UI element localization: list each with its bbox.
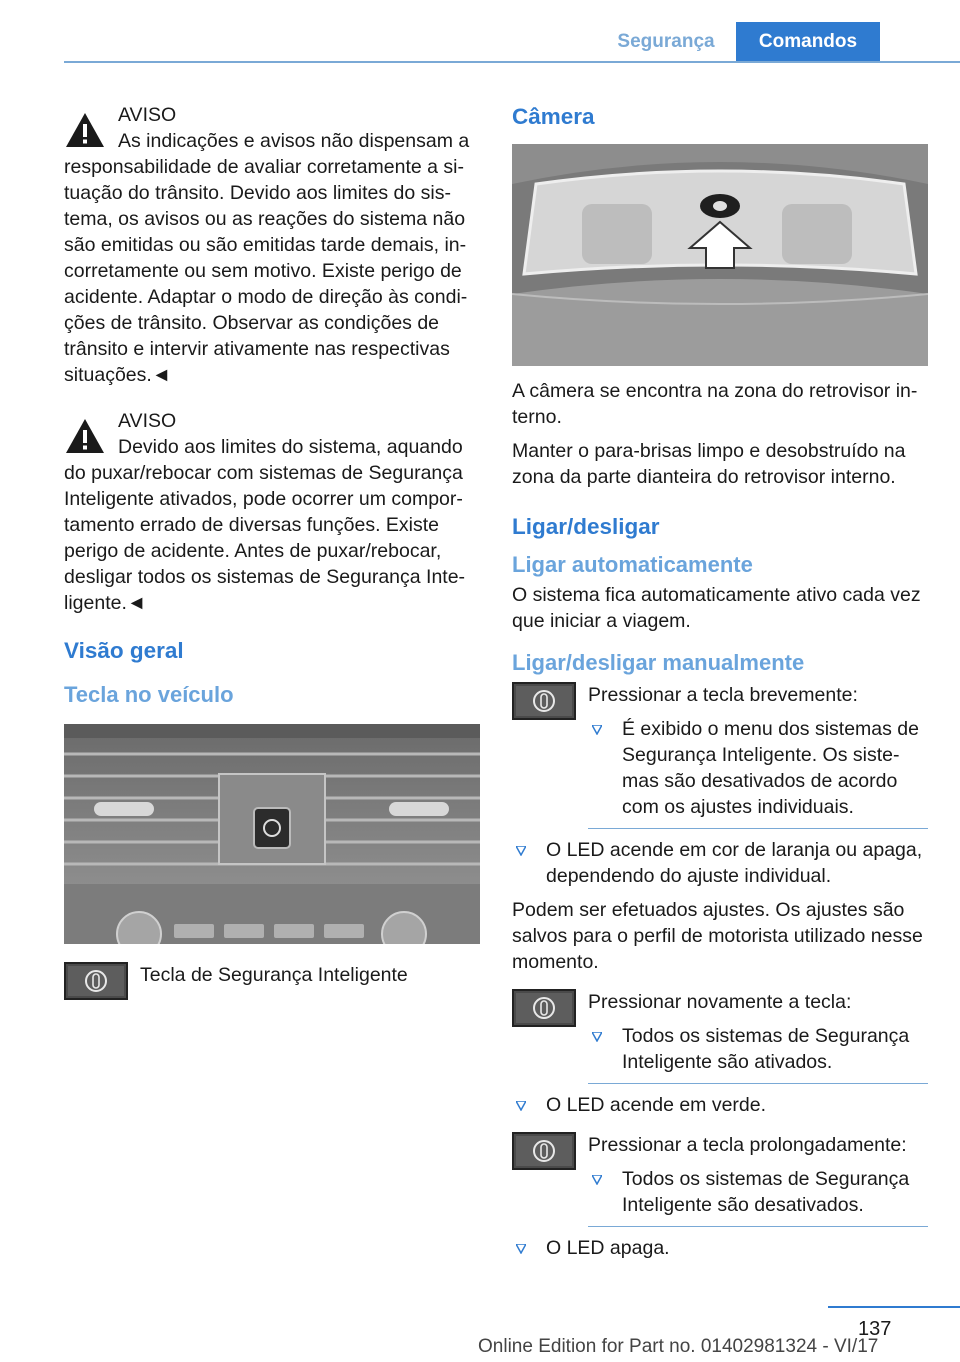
warning-block-1: [64, 102, 480, 388]
list-divider: [588, 1226, 928, 1227]
bullet-triangle-icon: [592, 1175, 602, 1185]
warning-text: As indicações e avisos não dispensam a responsabilidade de avaliar corretamente a si-tuação do trânsito. Devido aos limites do sis-tema, os avisos ou as reações do sistema não são emitidas ou são emitidas tarde demais, in-corretamente ou sem motivo. Existe perigo de acidente. Adaptar o modo de direção às condi-ções de trânsito. Observar as condições de trânsito e intervir ativamente nas respectivas situações.◄: [64, 130, 470, 386]
heading-auto-on: Ligar automaticamente: [512, 552, 753, 577]
heading-manual-on-off: Ligar/desligar manualmente: [512, 650, 805, 675]
list-divider: [588, 828, 928, 829]
warning-triangle-icon: [64, 110, 106, 150]
warning-triangle-icon: [64, 416, 106, 456]
manual-step-long-press: [512, 1132, 928, 1261]
list-item-text: O LED acende em verde.: [546, 1094, 767, 1116]
list-item: [512, 1235, 928, 1261]
list-item-text: Todos os sistemas de Segurança Inteligente são ativados.: [622, 1025, 910, 1073]
step-lead-text: Pressionar a tecla prolongadamente:: [588, 1134, 907, 1156]
caption-row: [64, 962, 480, 1002]
header-divider: [64, 61, 960, 63]
list-item: [588, 1166, 928, 1218]
page-header: [0, 0, 960, 62]
safety-button-icon: [512, 1132, 576, 1170]
list-divider: [588, 1083, 928, 1084]
list-item: [512, 837, 928, 889]
safety-button-icon: [512, 989, 576, 1027]
footer-divider: [828, 1306, 960, 1308]
left-column: [64, 102, 480, 1002]
list-item-text: Todos os sistemas de Segurança Inteligente são desativados.: [622, 1168, 910, 1216]
section-tab[interactable]: Segurança: [617, 31, 715, 52]
warning-text: Devido aos limites do sistema, aquando do puxar/rebocar com sistemas de Segurança Inteligente ativados, pode ocorrer um compor-tamento errado de diversas funções. Existe perigo de acidente. Antes de puxar/rebocar, desligar todos os sistemas de Segurança Inte-ligente.◄: [64, 436, 466, 614]
list-item: [588, 1023, 928, 1075]
camera-clean-text: Manter o para-brisas limpo e desobstruído na zona da parte dianteira do retrovisor interno.: [512, 440, 906, 488]
manual-step-press-again: [512, 989, 928, 1118]
page-number: 137: [858, 1318, 892, 1340]
list-item: [512, 1092, 928, 1118]
camera-windshield-photo: [512, 144, 928, 366]
step-lead-text: Pressionar novamente a tecla:: [588, 991, 852, 1013]
step-sub-list: [512, 1166, 928, 1227]
dashboard-button-photo: [64, 724, 480, 944]
manual-step-short-press: [512, 682, 928, 889]
settings-text: Podem ser efetuados ajustes. Os ajustes são salvos para o perfil de motorista utilizado nesse momento.: [512, 899, 923, 973]
list-item-text: O LED acende em cor de laranja ou apaga, dependendo do ajuste individual.: [546, 839, 923, 887]
warning-title: AVISO: [118, 104, 177, 126]
chapter-tab[interactable]: Comandos: [736, 22, 880, 62]
safety-button-icon: [512, 682, 576, 720]
step-lead-text: Pressionar a tecla brevemente:: [588, 684, 858, 706]
heading-on-off: Ligar/desligar: [512, 514, 660, 539]
heading-camera: Câmera: [512, 104, 595, 129]
bullet-triangle-icon: [516, 1244, 526, 1254]
bullet-triangle-icon: [592, 725, 602, 735]
bullet-triangle-icon: [516, 1101, 526, 1111]
warning-title: AVISO: [118, 410, 177, 432]
heading-vehicle-button: Tecla no veículo: [64, 682, 234, 707]
step-list: [512, 1092, 928, 1118]
camera-location-text: A câmera se encontra na zona do retrovisor in-terno.: [512, 380, 918, 428]
safety-button-icon: [64, 962, 128, 1000]
list-item-text: O LED apaga.: [546, 1237, 670, 1259]
step-list: [512, 837, 928, 889]
list-item: [588, 716, 928, 820]
bullet-triangle-icon: [592, 1032, 602, 1042]
right-column: [512, 102, 928, 1269]
button-caption: Tecla de Segurança Inteligente: [140, 964, 408, 986]
bullet-triangle-icon: [516, 846, 526, 856]
heading-overview: Visão geral: [64, 638, 184, 663]
list-item-text: É exibido o menu dos sistemas de Segurança Inteligente. Os siste-mas são desativados de acordo com os ajustes individuais.: [622, 718, 919, 818]
step-sub-list: [512, 716, 928, 829]
step-sub-list: [512, 1023, 928, 1084]
edition-text: Online Edition for Part no. 01402981324 - VI/17: [478, 1336, 879, 1357]
warning-block-2: [64, 408, 480, 616]
auto-on-text: O sistema fica automaticamente ativo cada vez que iniciar a viagem.: [512, 584, 921, 632]
step-list: [512, 1235, 928, 1261]
